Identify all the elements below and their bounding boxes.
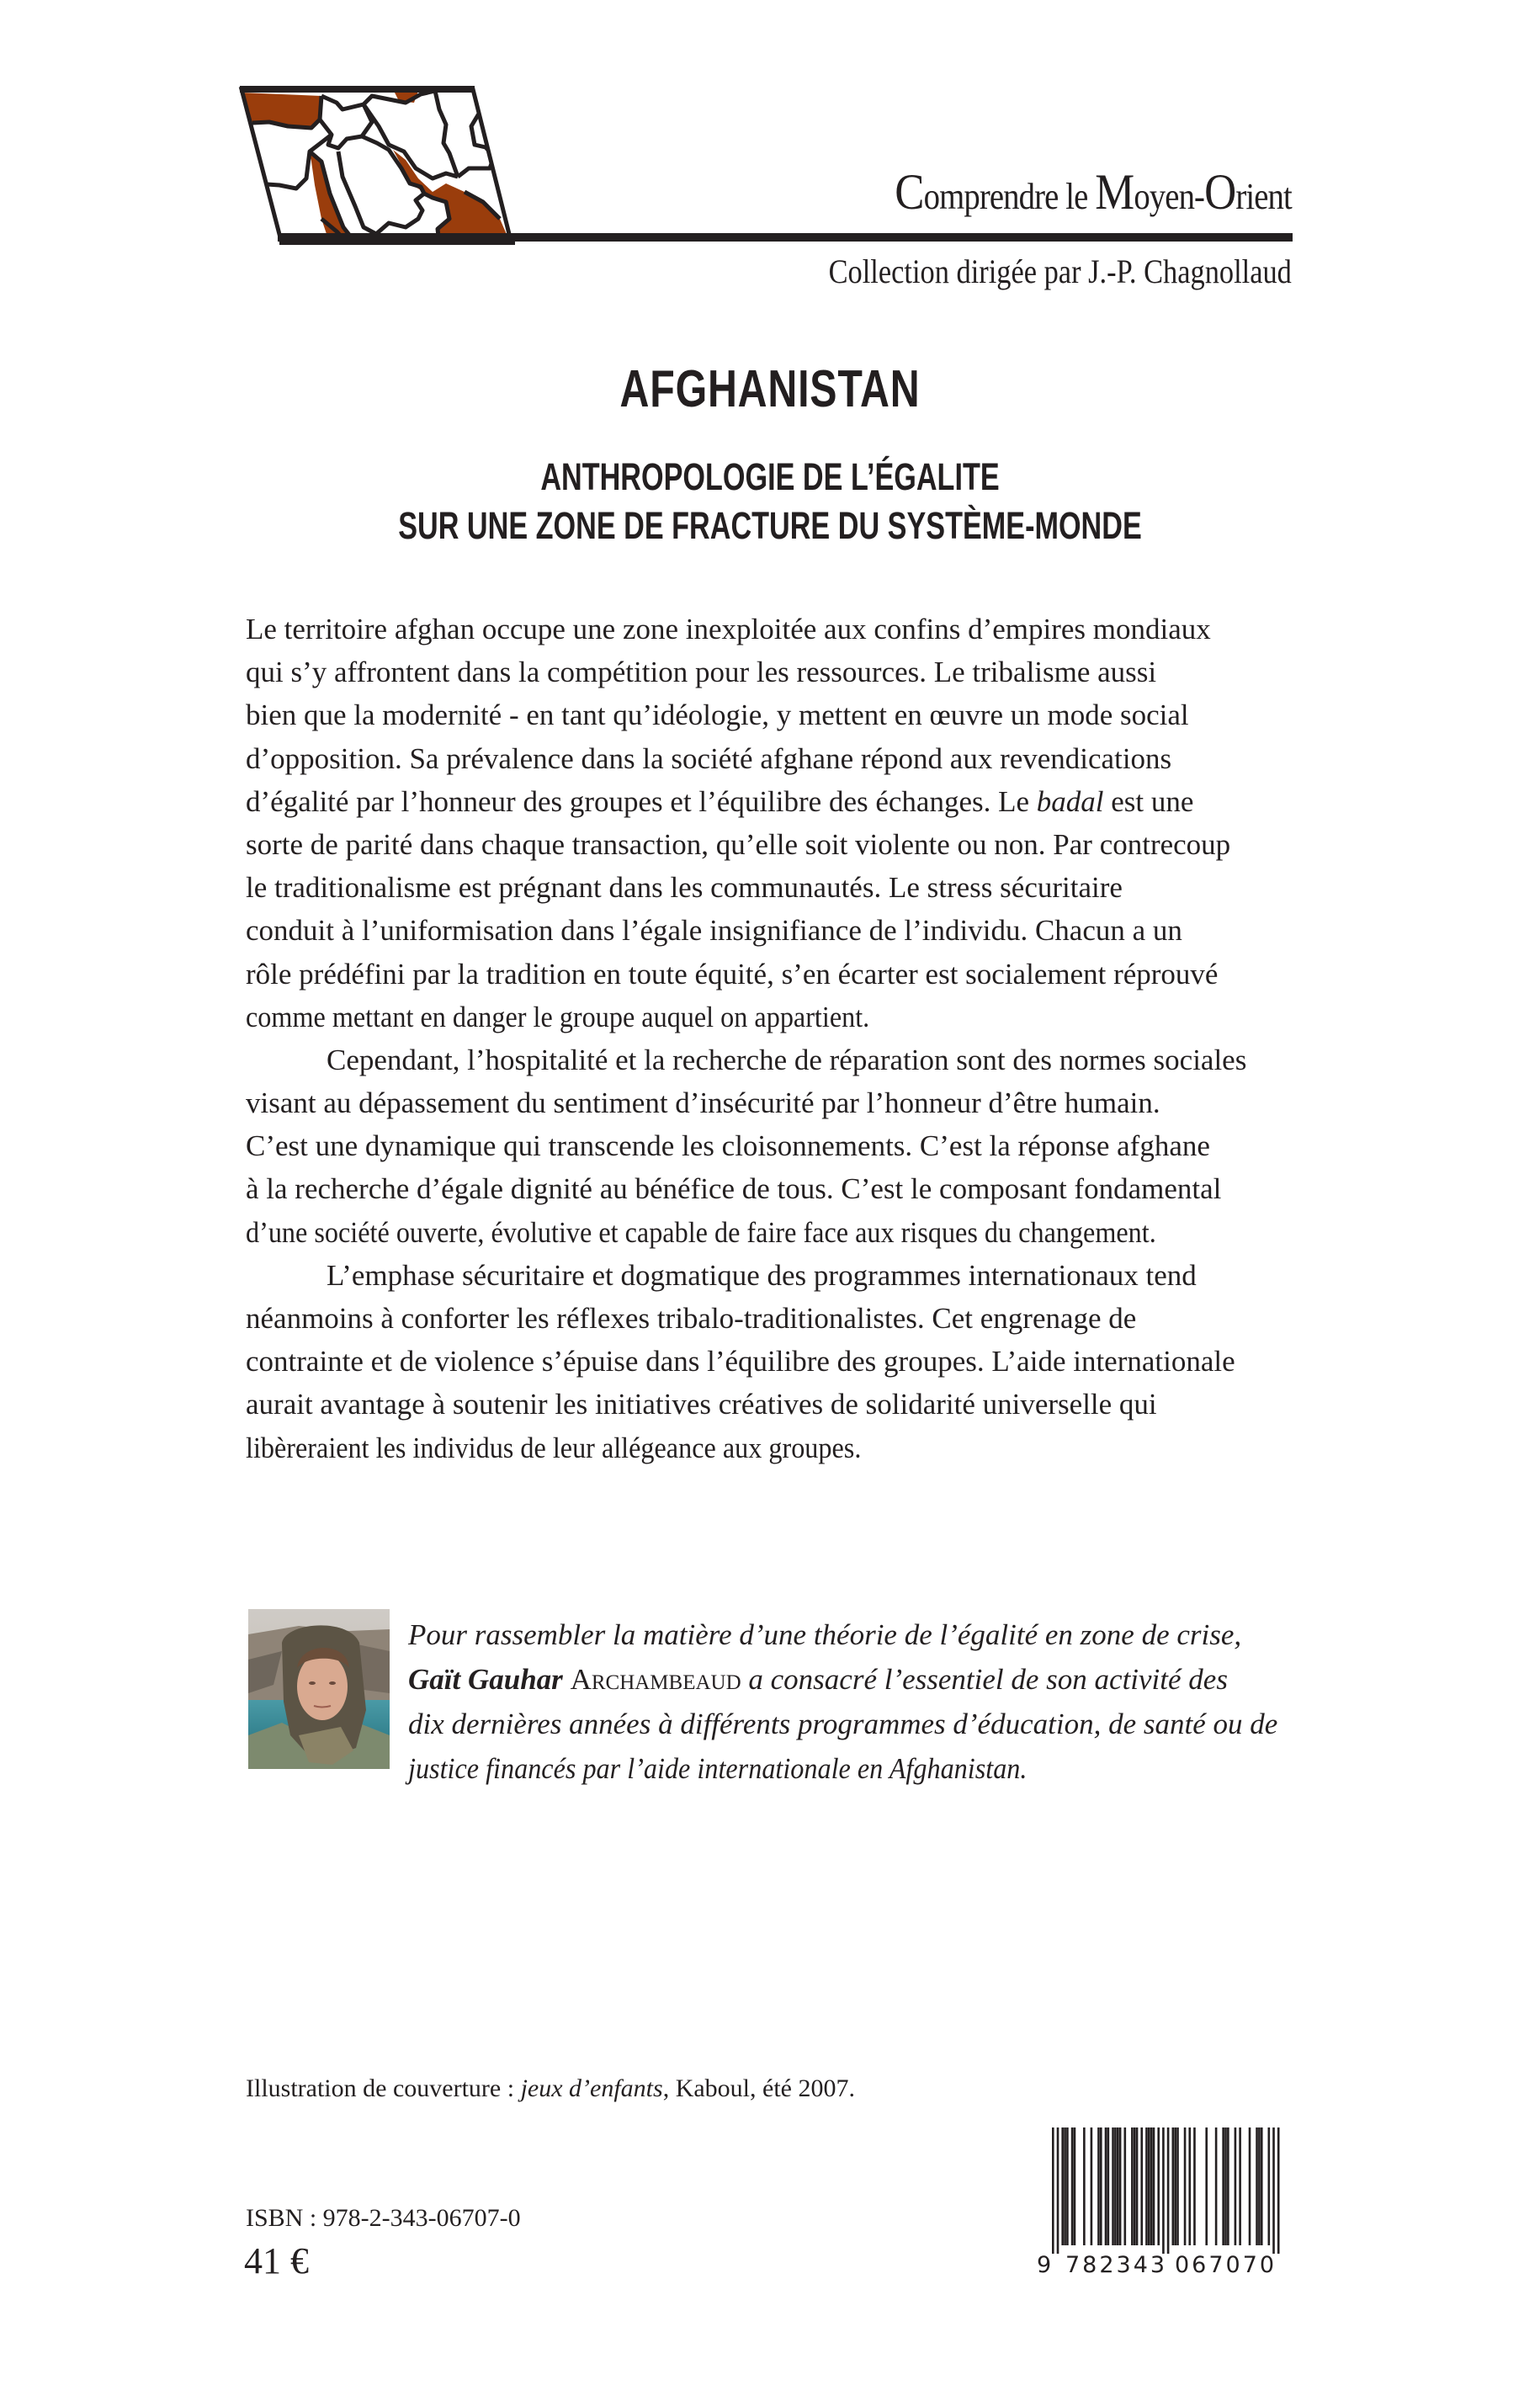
barcode-bar: [1064, 2127, 1066, 2245]
illustration-credit-title: jeux d’enfants: [520, 2074, 663, 2102]
ean13-barcode-icon: [1033, 2124, 1296, 2276]
series-title-initial-m: M: [1095, 164, 1134, 220]
collection-editor-line: Collection dirigée par J.-P. Chagnollaud: [828, 252, 1292, 290]
barcode-bar: [1235, 2127, 1237, 2245]
barcode-bar: [1268, 2127, 1271, 2245]
blurb-line: conduit à l’uniformisation dans l’égale insignifiance de l’individu. Chacun a un: [246, 914, 1182, 948]
author-bio-line: justice financés par l’aide internationale en Afghanistan.: [408, 1752, 1028, 1785]
series-title-part-1: omprendre le: [923, 176, 1096, 217]
barcode-bar: [1215, 2127, 1218, 2245]
blurb-line: qui s’y affrontent dans la compétition pour les ressources. Le tribalisme aussi: [246, 656, 1157, 689]
barcode-digits-left: 782343: [1065, 2252, 1168, 2276]
barcode-bar: [1162, 2127, 1165, 2254]
blurb-line: rôle prédéfini par la tradition en toute équité, s’en écarter est socialement réprouvé: [246, 957, 1219, 991]
author-portrait-photo-icon: [248, 1609, 390, 1769]
book-subtitle-line-1: ANTHROPOLOGIE DE L’ÉGALITE: [540, 455, 1000, 498]
barcode-digit-lead: 9: [1037, 2252, 1052, 2276]
author-photo-svg: [248, 1609, 390, 1769]
blurb-line: Cependant, l’hospitalité et la recherche de réparation sont des normes sociales: [327, 1043, 1247, 1076]
barcode-bar: [1097, 2127, 1100, 2245]
barcode-bar: [1261, 2127, 1263, 2245]
illustration-credit-label: Illustration de couverture :: [246, 2074, 521, 2102]
middle-east-map-logo-icon: [237, 84, 515, 246]
barcode-bar: [1061, 2127, 1064, 2245]
map-logo-svg: [237, 84, 515, 246]
blurb-line: libèreraient les individus de leur allégeance aux groupes.: [246, 1431, 862, 1464]
barcode-bar: [1071, 2127, 1074, 2245]
book-title: AFGHANISTAN: [619, 360, 921, 418]
barcode-bar: [1157, 2127, 1160, 2245]
barcode-bar: [1258, 2127, 1261, 2245]
barcode-digits-right: 067070: [1175, 2252, 1277, 2276]
blurb-line: d’une société ouverte, évolutive et capable de faire face aux risques du changement.: [246, 1215, 1156, 1249]
barcode-bar: [1105, 2127, 1107, 2245]
barcode-bar: [1193, 2127, 1196, 2245]
barcode-bar: [1124, 2127, 1127, 2245]
barcode-bar: [1114, 2127, 1117, 2245]
blurb-line-part: est une: [1103, 784, 1194, 818]
isbn-number: ISBN : 978-2-343-06707-0: [246, 2204, 521, 2232]
barcode-bar: [1227, 2127, 1229, 2245]
blurb-line: le traditionalisme est prégnant dans les communautés. Le stress sécuritaire: [246, 871, 1123, 905]
barcode-bar: [1119, 2127, 1122, 2245]
author-bio: [408, 1612, 1292, 1791]
blurb-line: à la recherche d’égale dignité au bénéfice de tous. C’est le composant fondamental: [246, 1172, 1222, 1206]
blurb-line: d’opposition. Sa prévalence dans la société afghane répond aux revendications: [246, 741, 1172, 775]
barcode-bar: [1140, 2127, 1143, 2245]
barcode-bar: [1256, 2127, 1258, 2245]
barcode-bar: [1205, 2127, 1208, 2245]
barcode-bar: [1107, 2127, 1110, 2245]
header-rule: [278, 233, 1293, 242]
series-title-part-3: rient: [1235, 176, 1292, 217]
barcode-bar: [1224, 2127, 1227, 2245]
blurb-line: [246, 780, 1291, 823]
back-cover-blurb: [246, 608, 1291, 1469]
author-first-name: Gaït Gauhar: [408, 1663, 563, 1696]
blurb-line: visant au dépassement du sentiment d’insécurité par l’honneur d’être humain.: [246, 1086, 1160, 1120]
barcode-bar: [1184, 2127, 1187, 2245]
barcode-bar: [1239, 2127, 1241, 2245]
blurb-line-part: d’égalité par l’honneur des groupes et l’équilibre des échanges. Le: [246, 784, 1037, 818]
barcode-bar: [1150, 2127, 1153, 2245]
author-bio-line: dix dernières années à différents programmes d’éducation, de santé ou de: [408, 1708, 1278, 1740]
barcode-bar: [1167, 2127, 1170, 2254]
barcode-bar: [1188, 2127, 1191, 2245]
series-title-part-2: oyen-: [1134, 176, 1205, 217]
barcode-bar: [1112, 2127, 1114, 2245]
series-title-initial-c: C: [895, 164, 924, 220]
blurb-line: bien que la modernité - en tant qu’idéologie, y mettent en œuvre un mode social: [246, 699, 1189, 732]
barcode-svg: [1033, 2124, 1296, 2276]
barcode-bar: [1176, 2127, 1179, 2245]
blurb-line: sorte de parité dans chaque transaction, qu’elle soit violente ou non. Par contrecoup: [246, 827, 1231, 861]
series-title-initial-o: O: [1204, 164, 1236, 220]
barcode-bar: [1174, 2127, 1176, 2245]
barcode-bar: [1153, 2127, 1155, 2245]
barcode-bar: [1272, 2127, 1275, 2254]
blurb-line: contrainte et de violence s’épuise dans l’équilibre des groupes. L’aide internationale: [246, 1345, 1235, 1378]
barcode-bar: [1052, 2127, 1054, 2254]
barcode-bar: [1145, 2127, 1148, 2245]
price: 41 €: [244, 2240, 309, 2281]
author-bio-line: [408, 1657, 1292, 1702]
barcode-bar: [1074, 2127, 1076, 2245]
barcode-bar: [1222, 2127, 1224, 2245]
barcode-bar: [1277, 2127, 1280, 2254]
barcode-bar: [1057, 2127, 1059, 2254]
barcode-bar: [1172, 2127, 1175, 2245]
blurb-line: comme mettant en danger le groupe auquel on appartient.: [246, 1000, 870, 1033]
author-last-name: Archambeaud: [570, 1663, 741, 1696]
blurb-italic-term: badal: [1036, 784, 1104, 818]
author-bio-line-2-rest: a consacré l’essentiel de son activité des: [741, 1663, 1228, 1696]
series-title: [895, 164, 1292, 222]
book-subtitle-line-2: SUR UNE ZONE DE FRACTURE DU SYSTÈME-MONDE: [398, 504, 1142, 547]
barcode-bar: [1066, 2127, 1069, 2245]
blurb-line: Le territoire afghan occupe une zone inexploitée aux confins d’empires mondiaux: [246, 613, 1211, 645]
blurb-line: aurait avantage à soutenir les initiatives créatives de solidarité universelle qui: [246, 1388, 1157, 1421]
barcode-bar: [1117, 2127, 1119, 2245]
blurb-line: C’est une dynamique qui transcende les cloisonnements. C’est la réponse afghane: [246, 1129, 1210, 1163]
barcode-bar: [1091, 2127, 1093, 2245]
barcode-bar: [1136, 2127, 1139, 2245]
barcode-bar: [1131, 2127, 1134, 2245]
barcode-bar: [1249, 2127, 1251, 2245]
barcode-bar: [1100, 2127, 1102, 2245]
barcode-bar: [1083, 2127, 1086, 2245]
illustration-credit: [246, 2072, 855, 2106]
author-bio-line: Pour rassembler la matière d’une théorie de l’égalité en zone de crise,: [408, 1618, 1242, 1651]
blurb-line: néanmoins à conforter les réflexes tribalo-traditionalistes. Cet engrenage de: [246, 1302, 1137, 1335]
barcode-bar: [1148, 2127, 1150, 2245]
illustration-credit-rest: , Kaboul, été 2007.: [662, 2074, 855, 2102]
barcode-bar: [1134, 2127, 1136, 2245]
blurb-line: L’emphase sécuritaire et dogmatique des programmes internationaux tend: [327, 1258, 1197, 1292]
